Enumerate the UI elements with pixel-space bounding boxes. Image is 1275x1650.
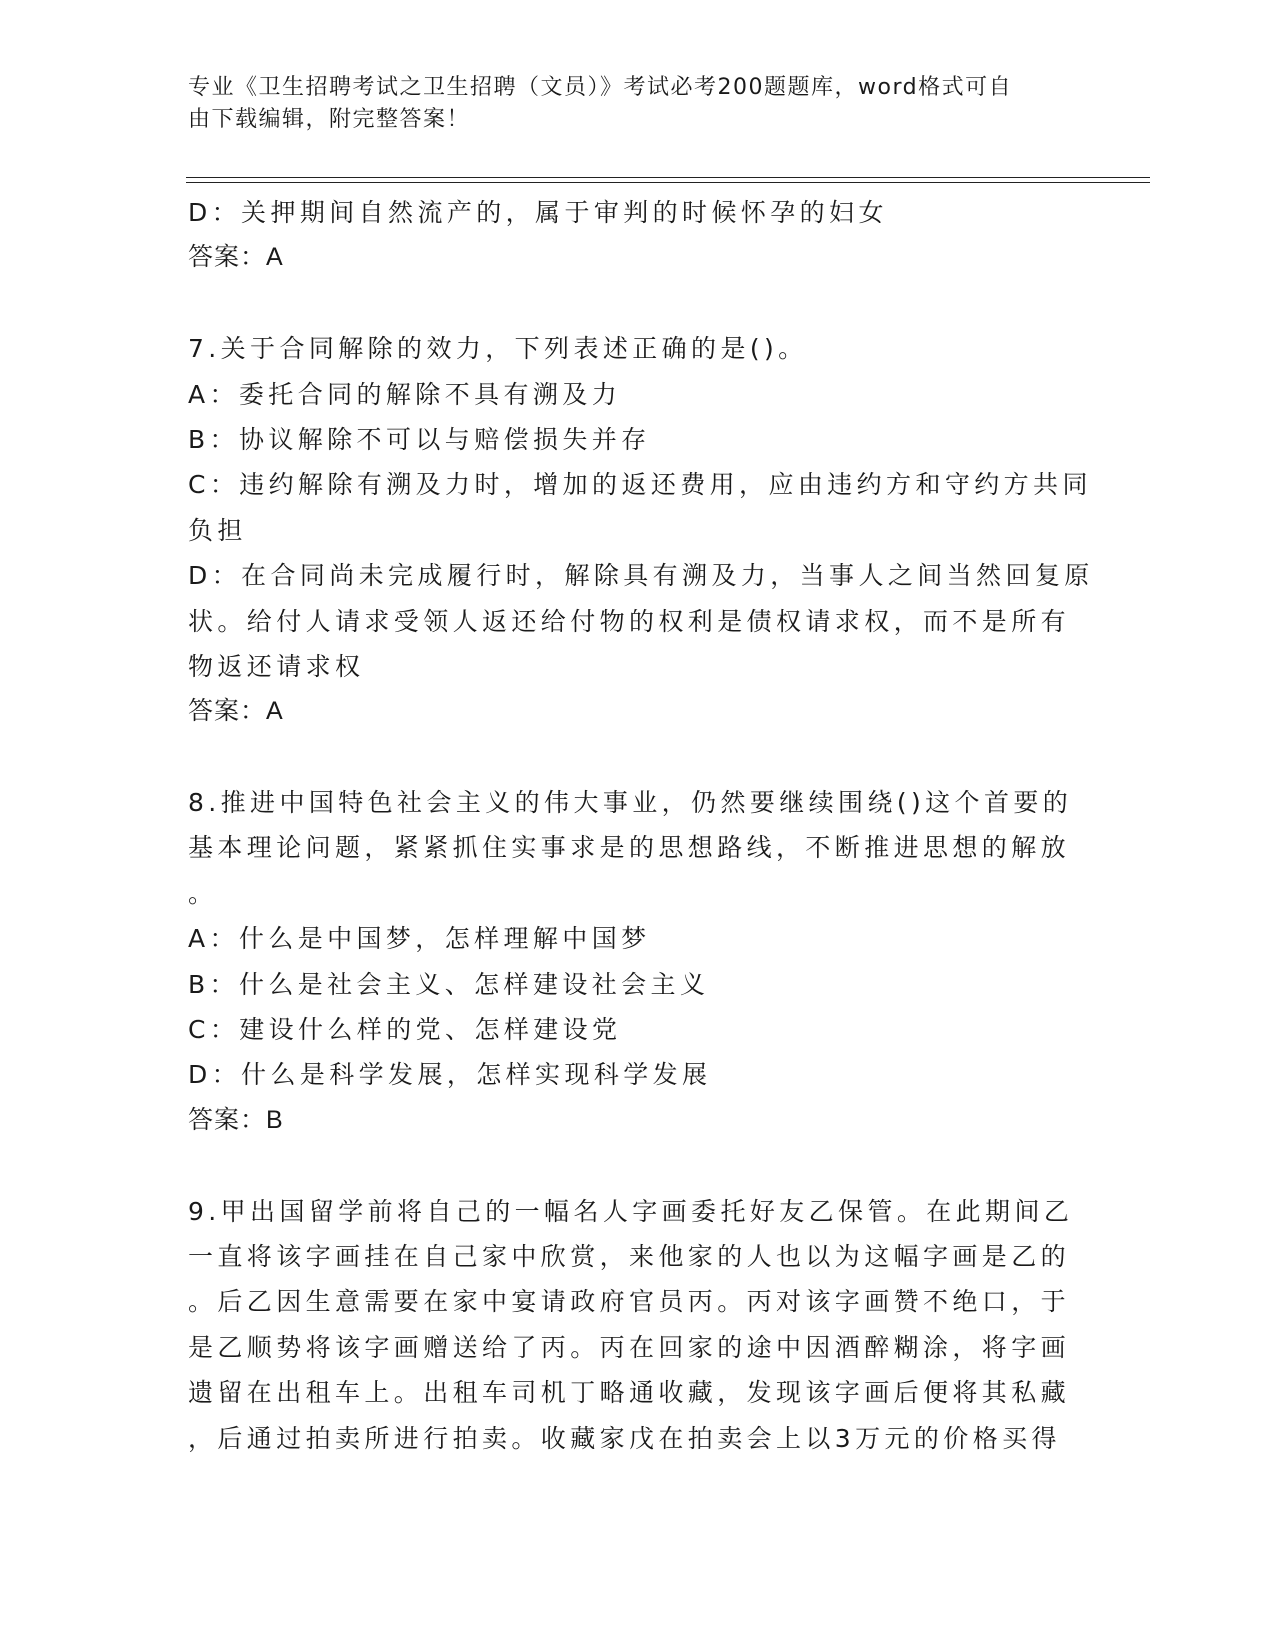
option-d-line-2: 状。给付人请求受领人返还给付物的权利是债权请求权，而不是所有 — [188, 606, 1071, 636]
question-6-tail — [188, 190, 1068, 281]
header-rule-bottom — [186, 182, 1150, 183]
question-text-line-4: 是乙顺势将该字画赠送给了丙。丙在回家的途中因酒醉糊涂，将字画 — [188, 1332, 1071, 1362]
option-d: D：关押期间自然流产的，属于审判的时候怀孕的妇女 — [188, 198, 888, 227]
option-d: D：什么是科学发展，怎样实现科学发展 — [188, 1060, 712, 1090]
question-9 — [188, 1189, 1074, 1461]
question-text-line-2: 基本理论问题，紧紧抓住实事求是的思想路线，不断推进思想的解放 — [188, 833, 1071, 863]
question-7 — [188, 326, 1094, 735]
answer: 答案：B — [188, 1105, 284, 1134]
question-text: 7.关于合同解除的效力，下列表述正确的是()。 — [188, 334, 808, 364]
option-d-line-1: D：在合同尚未完成履行时，解除具有溯及力，当事人之间当然回复原 — [188, 561, 1094, 591]
question-text-line-3: 。后乙因生意需要在家中宴请政府官员丙。丙对该字画赞不绝口，于 — [188, 1287, 1071, 1317]
option-b: B：什么是社会主义、怎样建设社会主义 — [188, 969, 710, 999]
option-c-line-2: 负担 — [188, 515, 247, 545]
spacer — [188, 281, 1068, 326]
option-c: C：建设什么样的党、怎样建设党 — [188, 1015, 622, 1045]
document-body — [188, 190, 1094, 1461]
answer: 答案：A — [188, 243, 284, 272]
question-text-line-6: ，后通过拍卖所进行拍卖。收藏家戊在拍卖会上以3万元的价格买得 — [188, 1423, 1061, 1453]
question-text-line-2: 一直将该字画挂在自己家中欣赏，来他家的人也以为这幅字画是乙的 — [188, 1241, 1071, 1271]
spacer — [188, 735, 1068, 780]
question-text-line-1: 8.推进中国特色社会主义的伟大事业，仍然要继续围绕()这个首要的 — [188, 788, 1073, 818]
question-text-line-3: 。 — [188, 878, 218, 908]
header-line-2: 由下载编辑，附完整答案！ — [188, 107, 471, 132]
question-text-line-5: 遗留在出租车上。出租车司机丁略通收藏，发现该字画后便将其私藏 — [188, 1378, 1071, 1408]
option-c-line-1: C：违约解除有溯及力时，增加的返还费用，应由违约方和守约方共同 — [188, 470, 1092, 500]
document-header — [188, 72, 1068, 136]
option-b: B：协议解除不可以与赔偿损失并存 — [188, 424, 651, 454]
header-rule-top — [186, 177, 1150, 178]
option-d-line-3: 物返还请求权 — [188, 651, 365, 681]
question-text-line-1: 9.甲出国留学前将自己的一幅名人字画委托好友乙保管。在此期间乙 — [188, 1196, 1074, 1226]
question-8 — [188, 780, 1073, 1143]
option-a: A：什么是中国梦，怎样理解中国梦 — [188, 924, 651, 954]
header-line-1: 专业《卫生招聘考试之卫生招聘（文员）》考试必考200题题库，word格式可自 — [188, 75, 1013, 100]
answer: 答案：A — [188, 697, 284, 726]
option-a: A：委托合同的解除不具有溯及力 — [188, 379, 622, 409]
spacer — [188, 1143, 1068, 1188]
